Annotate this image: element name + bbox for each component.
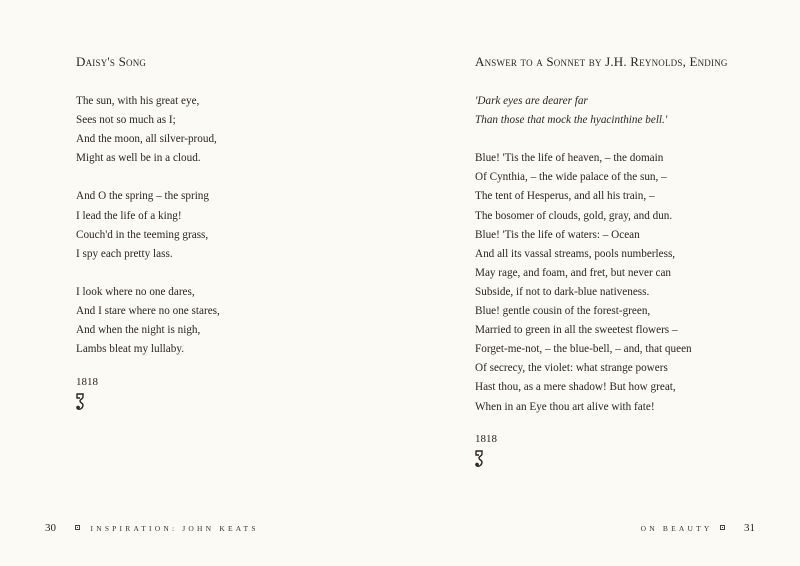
poem-line: Might as well be in a cloud. — [76, 152, 201, 165]
running-head: INSPIRATION: JOHN KEATS — [90, 524, 259, 533]
poem-line: And O the spring – the spring — [76, 190, 209, 203]
poem-line: The bosomer of clouds, gold, gray, and dun. — [475, 209, 673, 222]
poem-line: May rage, and foam, and fret, but never can — [475, 266, 672, 279]
running-head: ON BEAUTY — [640, 524, 713, 533]
fleuron-icon — [75, 393, 85, 411]
stanza — [475, 149, 692, 416]
epigraph — [475, 92, 692, 130]
stanza — [76, 283, 220, 359]
poem-line: I spy each pretty lass. — [76, 247, 173, 260]
page-number: 31 — [744, 522, 755, 534]
poem-line: When in an Eye thou art alive with fate! — [475, 400, 655, 413]
right-footer — [641, 522, 755, 534]
poem-line: Of Cynthia, – the wide palace of the sun, – — [475, 171, 667, 184]
poem-line: Of secrecy, the violet: what strange powers — [475, 362, 668, 375]
poem-line: I look where no one dares, — [76, 285, 195, 298]
epigraph-line: Than those that mock the hyacinthine bell.' — [475, 114, 668, 127]
poem-date: 1818 — [475, 433, 497, 445]
poem-line: Sees not so much as I; — [76, 114, 176, 127]
poem-line: Blue! 'Tis the life of waters: – Ocean — [475, 228, 640, 241]
poem-line: The sun, with his great eye, — [76, 95, 200, 107]
page-number: 30 — [45, 522, 56, 534]
right-page — [400, 0, 800, 566]
left-footer — [45, 522, 259, 534]
poem-line: And the moon, all silver-proud, — [76, 133, 217, 146]
poem-body — [76, 92, 220, 378]
poem-line: Forget-me-not, – the blue-bell, – and, that queen — [475, 343, 692, 356]
poem-line: Subside, if not to dark-blue nativeness. — [475, 285, 650, 298]
epigraph-line: 'Dark eyes are dearer far — [475, 95, 588, 107]
poem-line: The tent of Hesperus, and all his train, – — [475, 190, 655, 203]
poem-date: 1818 — [76, 376, 98, 388]
poem-line: Hast thou, as a mere shadow! But how great, — [475, 381, 676, 394]
square-ornament-icon — [75, 525, 80, 530]
poem-line: Couch'd in the teeming grass, — [76, 228, 209, 241]
stanza — [76, 187, 220, 263]
poem-line: Lambs bleat my lullaby. — [76, 343, 185, 356]
poem-line: And all its vassal streams, pools numberless, — [475, 247, 676, 260]
poem-line: Blue! gentle cousin of the forest-green, — [475, 305, 651, 318]
poem-line: I lead the life of a king! — [76, 209, 182, 222]
poem-line: Blue! 'Tis the life of heaven, – the domain — [475, 152, 664, 165]
poem-body — [475, 92, 692, 436]
fleuron-icon — [474, 450, 484, 468]
poem-line: And I stare where no one stares, — [76, 305, 220, 318]
poem-line: And when the night is nigh, — [76, 324, 201, 337]
poem-line: Married to green in all the sweetest flowers – — [475, 324, 678, 337]
stanza — [76, 92, 220, 168]
poem-title: Answer to a Sonnet by J.H. Reynolds, Ending — [475, 54, 728, 69]
square-ornament-icon — [720, 525, 725, 530]
poem-title: Daisy's Song — [76, 54, 147, 69]
